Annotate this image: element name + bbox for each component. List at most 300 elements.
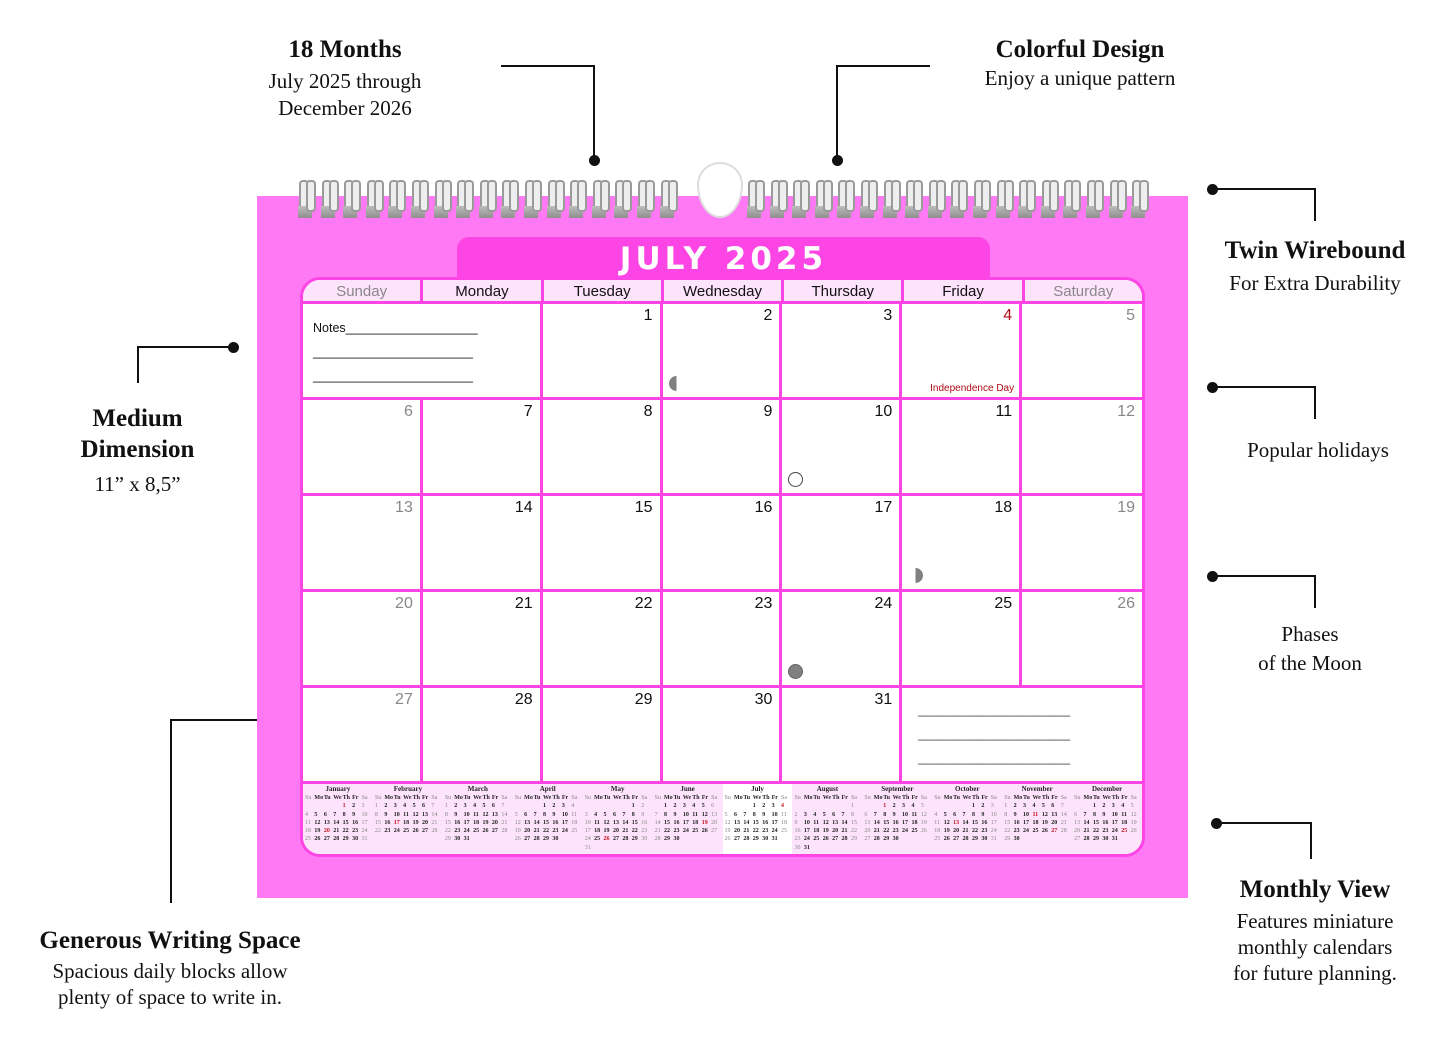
- wire-ring: [658, 180, 681, 222]
- mini-day: 7: [654, 811, 658, 818]
- mini-day: 2: [641, 803, 645, 810]
- mini-weekday: Sa: [361, 795, 368, 801]
- day-cell-3[interactable]: [782, 304, 902, 400]
- mini-day: 16: [454, 819, 461, 826]
- weekday-sunday: Sunday: [303, 280, 423, 301]
- wire-ring: [881, 180, 904, 222]
- callout-writing-space: [15, 925, 325, 1010]
- day-cell-8[interactable]: [543, 400, 663, 496]
- mini-day: 18: [594, 828, 601, 835]
- day-cell-28[interactable]: [423, 688, 543, 784]
- mini-day: 11: [934, 819, 941, 826]
- mini-month-name: September: [881, 785, 914, 793]
- mini-blank: [823, 802, 832, 810]
- mini-day: 19: [724, 828, 731, 835]
- notes-line: _______________________: [313, 345, 473, 359]
- mini-weekday: We: [1032, 795, 1041, 801]
- mini-day: 5: [943, 811, 947, 818]
- mini-day: 7: [533, 811, 537, 818]
- mini-day: 11: [1121, 811, 1127, 818]
- mini-day: 29: [664, 836, 671, 843]
- mini-blank: [725, 802, 734, 810]
- mini-blank: [934, 802, 943, 810]
- day-number: 17: [874, 499, 893, 516]
- mini-day: 16: [981, 819, 988, 826]
- mini-day: 28: [501, 828, 508, 835]
- ring-base: [770, 206, 784, 218]
- mini-weekday: Fr: [422, 795, 429, 801]
- mini-day: 29: [342, 836, 349, 843]
- mini-blank: [794, 802, 803, 810]
- callout-text: plenty of space to write in.: [58, 985, 282, 1009]
- mini-day: 16: [673, 819, 680, 826]
- mini-day: 28: [1060, 828, 1067, 835]
- mini-month-grid: [585, 794, 651, 852]
- mini-calendar-february: [373, 784, 443, 857]
- mini-day: 5: [1130, 803, 1134, 810]
- mini-day: 10: [1023, 811, 1030, 818]
- mini-day: 15: [664, 819, 671, 826]
- mini-day: 27: [422, 828, 428, 835]
- mini-day: 2: [454, 803, 458, 810]
- notes-block[interactable]: [303, 304, 543, 400]
- day-cell-15[interactable]: [543, 496, 663, 592]
- leader-dot: [589, 155, 600, 166]
- wire-ring: [567, 180, 590, 222]
- mini-day: 23: [762, 828, 769, 835]
- mini-day: 24: [393, 828, 400, 835]
- mini-day: 29: [631, 836, 638, 843]
- mini-day: 30: [552, 836, 559, 843]
- mini-day: 14: [841, 819, 848, 826]
- wire-ring: [319, 180, 342, 222]
- ring-base: [950, 206, 964, 218]
- mini-day: 4: [911, 803, 915, 810]
- mini-day: 24: [561, 828, 568, 835]
- mini-month-name: January: [325, 785, 351, 793]
- mini-day: 25: [781, 828, 788, 835]
- mini-day: 28: [743, 836, 750, 843]
- mini-day: 7: [431, 803, 435, 810]
- mini-weekday: Mo: [524, 795, 533, 801]
- mini-day: 24: [771, 828, 778, 835]
- wire-ring: [635, 180, 658, 222]
- mini-day: 18: [1121, 819, 1128, 826]
- mini-day: 20: [864, 828, 871, 835]
- mini-day: 19: [603, 828, 610, 835]
- mini-day: 11: [473, 811, 479, 818]
- mini-day: 26: [724, 836, 731, 843]
- wire-ring: [994, 180, 1017, 222]
- mini-day: 1: [1092, 803, 1096, 810]
- day-cell-11[interactable]: [902, 400, 1022, 496]
- callout-twin-wirebound: [1200, 235, 1430, 297]
- mini-day: 30: [1102, 836, 1109, 843]
- mini-month-name: December: [1091, 785, 1123, 793]
- mini-blank: [305, 802, 314, 810]
- day-number: 6: [403, 403, 413, 420]
- mini-day: 22: [664, 828, 671, 835]
- mini-day: 14: [1060, 811, 1067, 818]
- notes-line: _______________________: [313, 369, 473, 383]
- callout-text: December 2026: [278, 96, 412, 120]
- notes-lines[interactable]: [918, 698, 1070, 770]
- leader-line: [836, 65, 930, 67]
- mini-day: 8: [444, 811, 448, 818]
- mini-weekday: Su: [444, 795, 452, 801]
- mini-weekday: Fr: [561, 795, 569, 801]
- mini-day: 24: [584, 836, 591, 843]
- mini-day: 29: [971, 836, 978, 843]
- mini-month-grid: [725, 794, 791, 844]
- mini-day: 13: [864, 819, 871, 826]
- mini-day: 8: [1004, 811, 1008, 818]
- mini-weekday: Mo: [594, 795, 603, 801]
- mini-day: 25: [1121, 828, 1128, 835]
- mini-month-name: July: [751, 785, 764, 793]
- mini-day: 7: [1083, 811, 1087, 818]
- mini-weekday: Tu: [1092, 795, 1100, 801]
- mini-day: 15: [444, 819, 451, 826]
- ring-base: [973, 206, 987, 218]
- day-cell-10[interactable]: [782, 400, 902, 496]
- mini-day: 14: [873, 819, 880, 826]
- day-cell-13[interactable]: [303, 496, 423, 592]
- wire-ring: [341, 180, 364, 222]
- mini-day: 9: [384, 811, 388, 818]
- day-cell-12[interactable]: [1022, 400, 1142, 496]
- day-cell-27[interactable]: [303, 688, 423, 784]
- mini-day: 26: [314, 836, 321, 843]
- callout-text: Popular holidays: [1247, 438, 1389, 462]
- callout-text: July 2025 through: [268, 69, 422, 93]
- mini-weekday: Fr: [491, 795, 499, 801]
- mini-weekday: We: [612, 795, 622, 801]
- wire-ring: [926, 180, 949, 222]
- ring-base: [837, 206, 851, 218]
- mini-day: 27: [491, 828, 498, 835]
- mini-weekday: Fr: [701, 795, 709, 801]
- day-cell-30[interactable]: [663, 688, 783, 784]
- day-cell-17[interactable]: [782, 496, 902, 592]
- mini-day: 29: [883, 836, 890, 843]
- mini-day: 17: [361, 819, 368, 826]
- notes-lines[interactable]: [313, 316, 478, 388]
- mini-day: 7: [622, 811, 626, 818]
- mini-day: 29: [1004, 836, 1011, 843]
- day-cell-31[interactable]: [782, 688, 902, 784]
- mini-day: 5: [822, 811, 826, 818]
- mini-weekday: Su: [724, 795, 731, 801]
- mini-day: 11: [911, 811, 918, 818]
- mini-day: 20: [711, 819, 718, 826]
- mini-blank: [622, 802, 631, 810]
- mini-day: 13: [953, 819, 960, 826]
- day-cell-18[interactable]: [902, 496, 1022, 592]
- mini-day: 1: [752, 803, 756, 810]
- day-cell-29[interactable]: [543, 688, 663, 784]
- mini-day: 15: [543, 819, 550, 826]
- mini-day: 3: [803, 811, 807, 818]
- mini-day: 21: [333, 828, 340, 835]
- mini-weekday: Tu: [603, 795, 611, 801]
- mini-day: 9: [673, 811, 677, 818]
- mini-month-grid: [305, 794, 371, 844]
- mini-day: 19: [314, 828, 321, 835]
- ring-base: [792, 206, 806, 218]
- mini-weekday: Mo: [803, 795, 813, 801]
- day-cell-7[interactable]: [423, 400, 543, 496]
- day-number: 8: [643, 403, 653, 420]
- mini-day: 15: [1004, 819, 1011, 826]
- mini-day: 8: [664, 811, 668, 818]
- mini-weekday: Su: [654, 795, 661, 801]
- ring-base: [815, 206, 829, 218]
- mini-weekday: Fr: [841, 795, 848, 801]
- mini-day: 30: [1013, 836, 1020, 843]
- mini-day: 22: [850, 828, 857, 835]
- mini-day: 12: [314, 819, 321, 826]
- mini-day: 22: [444, 828, 451, 835]
- mini-day: 18: [911, 819, 918, 826]
- mini-day: 10: [990, 811, 997, 818]
- day-number: 10: [874, 403, 893, 420]
- mini-day: 14: [533, 819, 540, 826]
- mini-day: 25: [692, 828, 699, 835]
- leader-dot: [832, 155, 843, 166]
- mini-day: 29: [543, 836, 550, 843]
- ring-base: [1086, 206, 1100, 218]
- mini-day: 12: [920, 811, 927, 818]
- mini-day: 14: [431, 811, 438, 818]
- mini-blank: [1084, 802, 1093, 810]
- mini-month-grid: [515, 794, 581, 844]
- holiday-label: Independence Day: [930, 383, 1015, 394]
- mini-day: 26: [514, 836, 521, 843]
- mini-day: 25: [473, 828, 480, 835]
- weekday-thursday: Thursday: [784, 280, 904, 301]
- mini-day: 1: [971, 803, 975, 810]
- mini-day: 23: [981, 828, 988, 835]
- ring-base: [637, 206, 651, 218]
- mini-day: 25: [813, 836, 820, 843]
- mini-month-name: August: [816, 785, 839, 793]
- mini-day: 20: [953, 828, 960, 835]
- mini-weekday: Th: [412, 795, 420, 801]
- leader-line: [170, 719, 172, 903]
- leader-line: [593, 65, 595, 158]
- weekday-header-row: [303, 280, 1142, 304]
- mini-day: 10: [584, 819, 591, 826]
- mini-weekday: Su: [1004, 795, 1011, 801]
- mini-day: 15: [631, 819, 638, 826]
- day-cell-26[interactable]: [1022, 592, 1142, 688]
- mini-weekday: Fr: [911, 795, 918, 801]
- mini-blank: [515, 802, 524, 810]
- mini-calendar-strip: [303, 784, 1142, 857]
- mini-day: 10: [561, 811, 568, 818]
- day-cell-21[interactable]: [423, 592, 543, 688]
- wire-ring: [745, 180, 768, 222]
- mini-day: 4: [692, 803, 696, 810]
- mini-weekday: Tu: [463, 795, 471, 801]
- day-cell-25[interactable]: [902, 592, 1022, 688]
- mini-day: 18: [473, 819, 480, 826]
- day-cell-24[interactable]: [782, 592, 902, 688]
- day-number: 4: [1003, 307, 1013, 324]
- mini-day: 27: [733, 836, 740, 843]
- mini-day: 6: [1051, 803, 1055, 810]
- mini-day: 23: [352, 828, 359, 835]
- day-cell-19[interactable]: [1022, 496, 1142, 592]
- mini-day: 15: [850, 819, 857, 826]
- mini-day: 21: [962, 828, 969, 835]
- mini-blank: [655, 802, 664, 810]
- mini-day: 24: [1023, 828, 1030, 835]
- mini-weekday: Th: [342, 795, 350, 801]
- mini-day: 3: [682, 803, 686, 810]
- mini-weekday: Su: [1074, 795, 1081, 801]
- day-cell-6[interactable]: [303, 400, 423, 496]
- ring-base: [996, 206, 1010, 218]
- mini-day: 17: [990, 819, 997, 826]
- mini-calendar-july: [723, 784, 793, 857]
- day-cell-22[interactable]: [543, 592, 663, 688]
- mini-day: 21: [841, 828, 848, 835]
- notes-line: _____________________: [918, 702, 1071, 717]
- mini-weekday: We: [333, 795, 342, 801]
- mini-day: 28: [533, 836, 540, 843]
- day-cell-4[interactable]: [902, 304, 1022, 400]
- mini-weekday: Su: [794, 795, 801, 801]
- mini-day: 18: [305, 828, 311, 835]
- mini-weekday: Sa: [641, 795, 648, 801]
- mini-day: 11: [813, 819, 819, 826]
- mini-month-name: February: [393, 785, 423, 793]
- mini-day: 28: [333, 836, 340, 843]
- day-number: 5: [1126, 307, 1135, 324]
- callout-title: Monthly View: [1239, 876, 1391, 903]
- mini-day: 14: [333, 819, 340, 826]
- mini-day: 6: [612, 811, 616, 818]
- mini-day: 26: [1041, 828, 1048, 835]
- mini-blank: [613, 802, 622, 810]
- mini-day: 6: [1074, 811, 1078, 818]
- leader-line: [1212, 188, 1316, 190]
- mini-day: 1: [444, 803, 448, 810]
- mini-day: 13: [491, 811, 498, 818]
- mini-day: 11: [571, 811, 578, 818]
- ring-base: [298, 206, 312, 218]
- extra-notes-block[interactable]: [902, 688, 1142, 784]
- mini-weekday: Mo: [943, 795, 953, 801]
- mini-month-grid: [794, 794, 860, 852]
- mini-day: 31: [584, 844, 591, 851]
- day-cell-16[interactable]: [663, 496, 783, 592]
- wire-ring: [1016, 180, 1039, 222]
- mini-day: 12: [822, 819, 829, 826]
- mini-day: 31: [361, 836, 368, 843]
- day-number: 7: [523, 403, 533, 420]
- day-cell-23[interactable]: [663, 592, 783, 688]
- mini-day: 19: [1130, 819, 1137, 826]
- mini-day: 16: [892, 819, 899, 826]
- mini-day: 17: [463, 819, 470, 826]
- leader-line: [1314, 386, 1316, 419]
- mini-day: 19: [412, 819, 419, 826]
- mini-day: 11: [1032, 811, 1039, 818]
- notes-line: _____________________: [918, 726, 1071, 741]
- mini-weekday: Tu: [323, 795, 331, 801]
- mini-day: 19: [514, 828, 521, 835]
- mini-day: 26: [1130, 828, 1137, 835]
- leader-line: [1310, 822, 1312, 859]
- mini-day: 26: [920, 828, 927, 835]
- callout-moon-phases: [1205, 620, 1415, 678]
- mini-calendar-june: [653, 784, 723, 857]
- mini-day: 9: [981, 811, 985, 818]
- wire-ring: [768, 180, 791, 222]
- mini-day: 24: [902, 828, 909, 835]
- mini-calendar-november: [1002, 784, 1072, 857]
- day-cell-20[interactable]: [303, 592, 423, 688]
- mini-day: 13: [832, 819, 839, 826]
- mini-day: 1: [1004, 803, 1008, 810]
- mini-day: 29: [752, 836, 759, 843]
- day-number: 28: [514, 691, 533, 708]
- day-cell-2[interactable]: [663, 304, 783, 400]
- ring-base: [747, 206, 761, 218]
- mini-weekday: Sa: [571, 795, 578, 801]
- day-cell-9[interactable]: [663, 400, 783, 496]
- mini-day: 19: [1041, 819, 1048, 826]
- mini-day: 23: [1102, 828, 1109, 835]
- day-cell-1[interactable]: [543, 304, 663, 400]
- mini-month-grid: [445, 794, 511, 844]
- mini-blank: [324, 802, 333, 810]
- wire-ring: [1084, 180, 1107, 222]
- day-number: 21: [514, 595, 533, 612]
- mini-day: 9: [1102, 811, 1106, 818]
- mini-weekday: Sa: [431, 795, 438, 801]
- mini-weekday: Mo: [873, 795, 883, 801]
- mini-day: 24: [803, 836, 810, 843]
- mini-weekday: We: [473, 795, 482, 801]
- day-cell-5[interactable]: [1022, 304, 1142, 400]
- day-number: 18: [994, 499, 1013, 516]
- mini-weekday: We: [962, 795, 971, 801]
- ring-base: [479, 206, 493, 218]
- mini-blank: [832, 802, 841, 810]
- mini-day: 10: [393, 811, 400, 818]
- leader-line: [836, 65, 838, 158]
- mini-day: 19: [943, 828, 950, 835]
- mini-day: 28: [841, 836, 848, 843]
- mini-day: 6: [422, 803, 425, 810]
- day-cell-14[interactable]: [423, 496, 543, 592]
- leader-line: [137, 346, 233, 348]
- wire-ring: [813, 180, 836, 222]
- callout-title: Colorful Design: [995, 36, 1165, 63]
- mini-weekday: Th: [692, 795, 700, 801]
- mini-day: 6: [524, 811, 528, 818]
- day-number: 25: [994, 595, 1013, 612]
- callout-text: Phases: [1281, 622, 1339, 646]
- mini-day: 15: [1092, 819, 1099, 826]
- mini-day: 6: [733, 811, 737, 818]
- mini-blank: [813, 802, 822, 810]
- weekday-tuesday: Tuesday: [544, 280, 664, 301]
